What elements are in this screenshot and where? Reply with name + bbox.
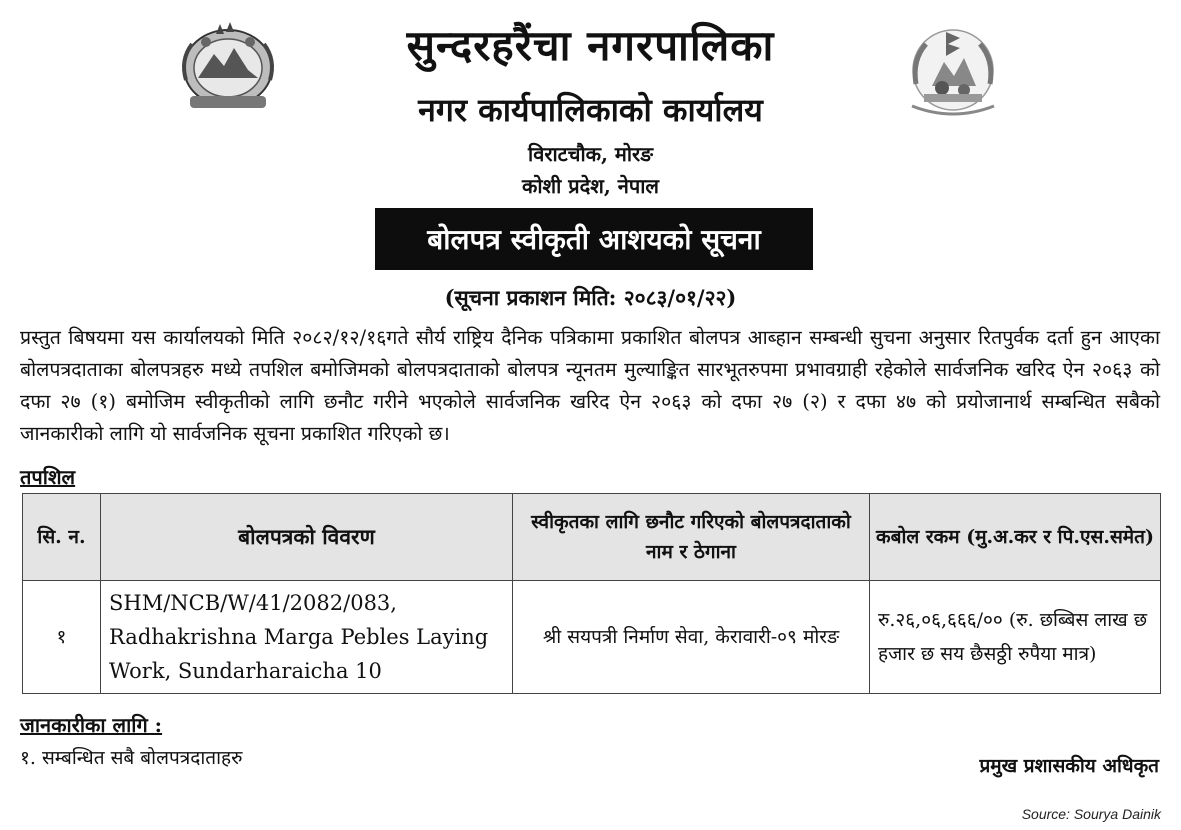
row-amount: रु.२६,०६,६६६/०० (रु. छब्बिस लाख छ हजार छ सय छैसठ्ठी रुपैया मात्र) — [870, 581, 1161, 694]
row-description: SHM/NCB/W/41/2082/083, Radhakrishna Marga Pebles Laying Work, Sundarharaicha 10 — [101, 581, 513, 694]
header-sn: सि. न. — [23, 494, 101, 581]
row-bidder: श्री सयपत्री निर्माण सेवा, केरावारी-०९ मोरङ — [513, 581, 870, 694]
notice-body: प्रस्तुत बिषयमा यस कार्यालयको मिति २०८२/१२/१६गते सौर्य राष्ट्रिय दैनिक पत्रिकामा प्रकाशित बोलपत्र आब्हान सम्बन्धी सुचना अनुसार रितपुर्वक दर्ता हुन आएका बोलपत्रदाताका बोलपत्रहरु मध्ये तपशिल बमोजिमको बोलपत्रदाताको बोलपत्र न्यूनतम मुल्याङ्कित सारभूतरुपमा प्रभावग्राही रहेकोले सार्वजनिक खरिद ऐन २०६३ को दफा २७ (१) बमोजिम स्वीकृतीको लागि छनौट गरीने भएकोले सार्वजनिक खरिद ऐन २०६३ को दफा २७ (२) र दफा ४७ को प्रयोजानार्थ सम्बन्धित सबैको जानकारीको लागि यो सार्वजनिक सूचना प्रकाशित गरिएको छ। — [20, 326, 1160, 445]
header-description: बोलपत्रको विवरण — [101, 494, 513, 581]
header-amount: कबोल रकम (मु.अ.कर र पि.एस.समेत) — [870, 494, 1161, 581]
municipality-name: सुन्दरहरैंचा नगरपालिका — [406, 21, 775, 70]
row-sn: १ — [23, 581, 101, 694]
source-credit: Source: Sourya Dainik — [1021, 806, 1161, 822]
info-heading: जानकारीका लागि : — [20, 713, 163, 737]
notice-title-banner — [375, 208, 813, 270]
header-bidder: स्वीकृतका लागि छनौट गरिएको बोलपत्रदाताको नाम र ठेगाना — [513, 494, 870, 581]
bid-table — [22, 493, 1161, 694]
signatory: प्रमुख प्रशासकीय अधिकृत — [979, 755, 1159, 777]
schedule-heading: तपशिल — [20, 465, 76, 489]
notice-title: बोलपत्र स्वीकृती आशयको सूचना — [427, 223, 761, 256]
publication-date: (सूचना प्रकाशन मिति: २०८३/०१/२२) — [444, 285, 737, 310]
info-item: १. सम्बन्धित सबै बोलपत्रदाताहरु — [20, 747, 243, 769]
table-row — [23, 581, 1161, 694]
office-name: नगर कार्यपालिकाको कार्यालय — [418, 91, 763, 129]
address-line-1: विराटचौक, मोरङ — [528, 142, 653, 166]
address-line-2: कोशी प्रदेश, नेपाल — [521, 174, 659, 198]
table-header-row — [23, 494, 1161, 581]
